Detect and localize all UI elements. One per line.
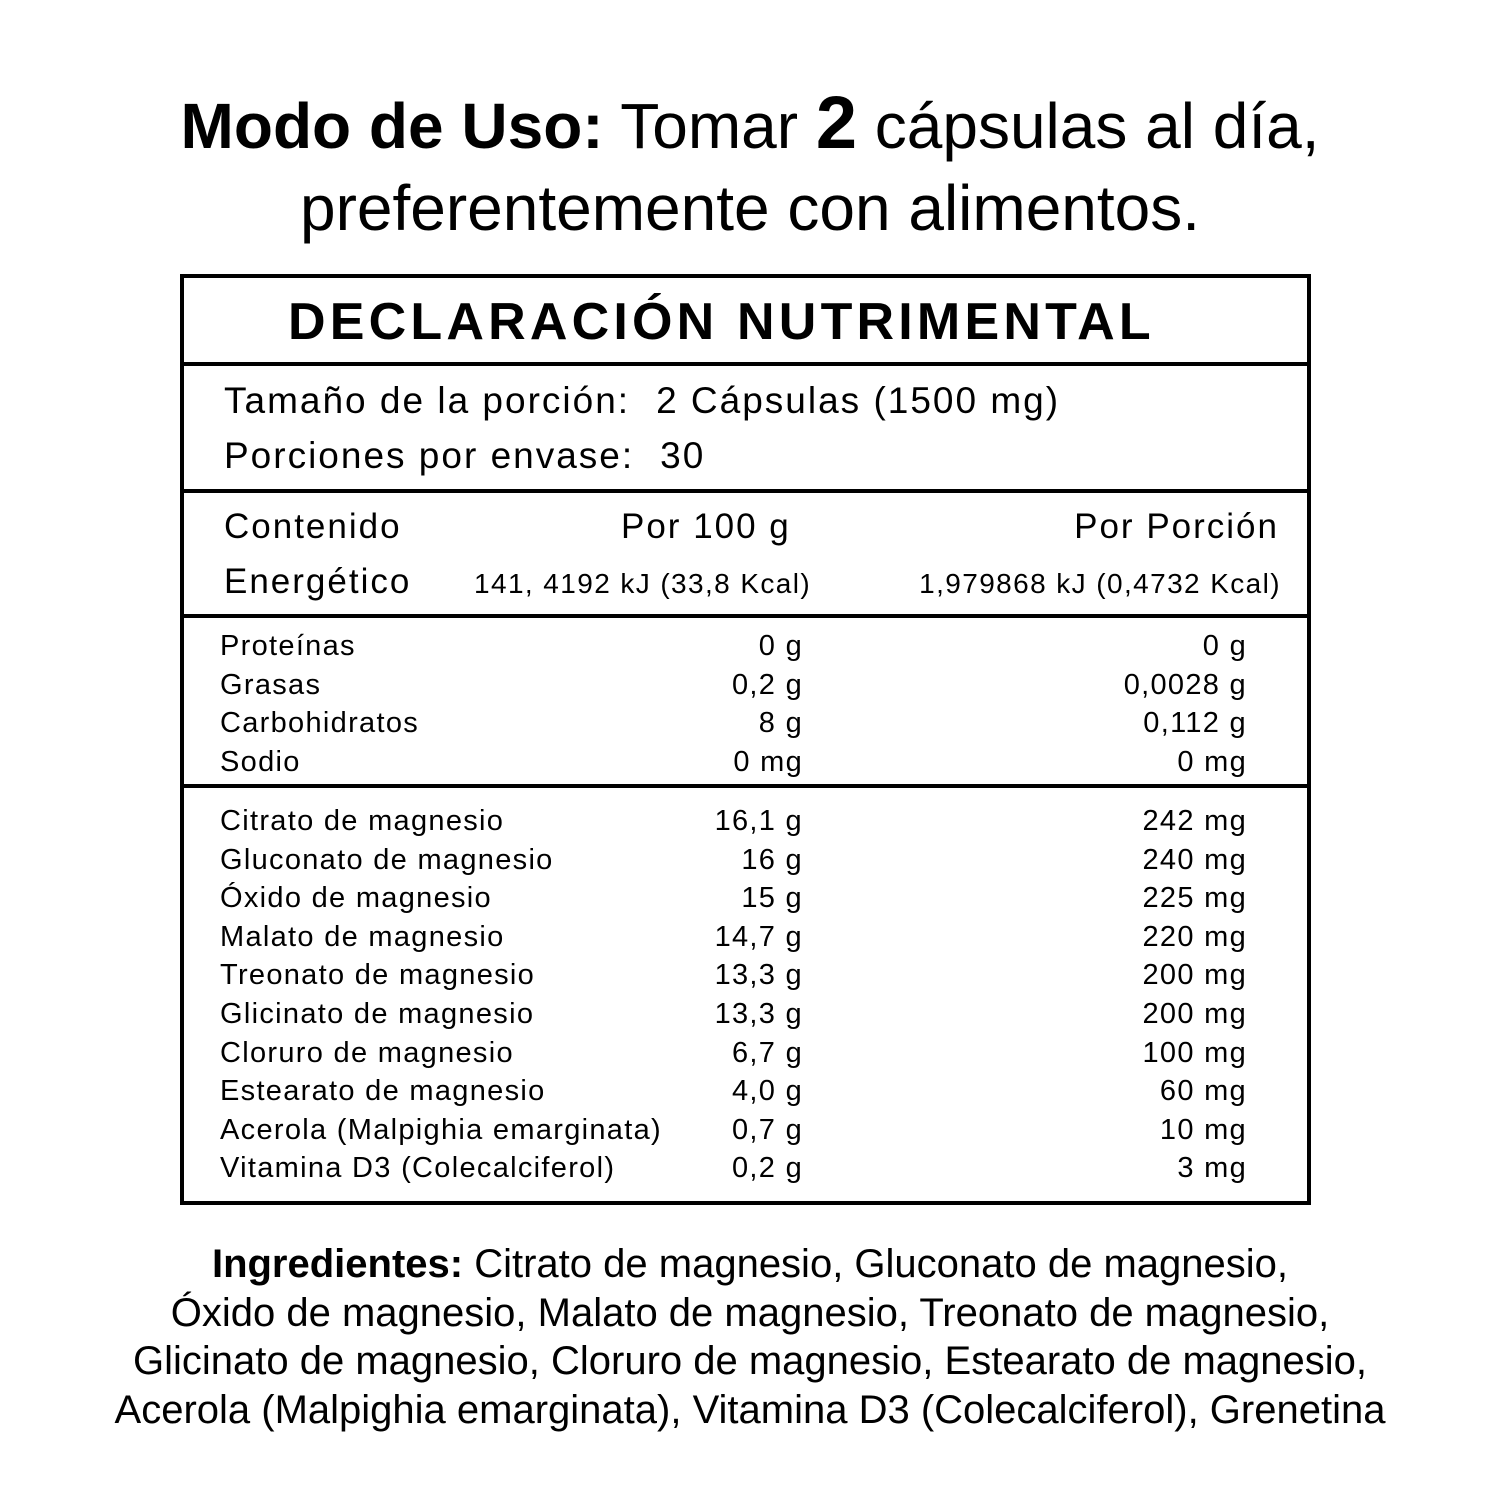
nutrient-name: Óxido de magnesio bbox=[220, 882, 492, 915]
usage-line-2: preferentemente con alimentos. bbox=[299, 172, 1201, 244]
per-100g-header: Por 100 g bbox=[621, 507, 791, 546]
table-row bbox=[184, 1034, 1307, 1073]
amount-per-100g: 0,2 g bbox=[732, 1152, 803, 1185]
amount-per-100g: 0,7 g bbox=[732, 1113, 803, 1146]
nutrient-name: Acerola (Malpighia emarginata) bbox=[220, 1113, 662, 1146]
table-row bbox=[184, 1072, 1307, 1111]
table-row bbox=[184, 995, 1307, 1034]
ingredients-paragraph bbox=[60, 1240, 1440, 1434]
amount-per-serving: 240 mg bbox=[1142, 843, 1247, 876]
amount-per-100g: 16,1 g bbox=[714, 805, 803, 837]
amount-per-serving: 242 mg bbox=[1142, 805, 1247, 837]
amount-per-serving: 3 mg bbox=[1177, 1152, 1247, 1185]
table-row bbox=[184, 704, 1307, 743]
amount-per-serving: 225 mg bbox=[1142, 882, 1247, 915]
amount-per-serving: 200 mg bbox=[1142, 959, 1247, 992]
ingredients-line-2: Óxido de magnesio, Malato de magnesio, Treonato de magnesio, bbox=[170, 1290, 1330, 1335]
nutrition-title: DECLARACIÓN NUTRIMENTAL bbox=[288, 293, 1155, 351]
table-row bbox=[184, 627, 1307, 666]
per-serving-header: Por Porción bbox=[1074, 507, 1279, 546]
energy-label-line-2: Energético bbox=[224, 562, 412, 601]
nutrient-name: Gluconato de magnesio bbox=[220, 843, 554, 876]
amount-per-serving: 220 mg bbox=[1142, 920, 1247, 953]
nutrient-name: Glicinato de magnesio bbox=[220, 997, 535, 1030]
energy-per-serving-value: 1,979868 kJ (0,4732 Kcal) bbox=[919, 568, 1281, 599]
nutrient-name: Grasas bbox=[220, 668, 322, 701]
nutrient-name: Malato de magnesio bbox=[220, 920, 505, 953]
serving-size-label: Tamaño de la porción: bbox=[224, 380, 631, 421]
amount-per-100g: 6,7 g bbox=[732, 1036, 803, 1069]
ingredients-line-1 bbox=[60, 1240, 1440, 1289]
nutrient-name: Carbohidratos bbox=[220, 707, 420, 740]
ingredients-amount-list bbox=[184, 802, 1307, 1188]
amount-per-serving: 0,112 g bbox=[1143, 707, 1247, 740]
ingredients-line-1-text: Citrato de magnesio, Gluconato de magnesio, bbox=[463, 1242, 1289, 1286]
amount-per-100g: 13,3 g bbox=[714, 997, 803, 1030]
amount-per-100g: 13,3 g bbox=[714, 959, 803, 992]
table-row bbox=[184, 666, 1307, 705]
nutrient-name: Proteínas bbox=[220, 630, 356, 662]
amount-per-serving: 100 mg bbox=[1142, 1036, 1247, 1069]
amount-per-100g: 0 mg bbox=[733, 745, 803, 778]
serving-section bbox=[184, 366, 1307, 493]
usage-number: 2 bbox=[815, 81, 857, 164]
energy-label-line-1: Contenido bbox=[224, 507, 402, 546]
amount-per-100g: 4,0 g bbox=[732, 1075, 803, 1108]
amount-per-serving: 0,0028 g bbox=[1123, 668, 1247, 701]
table-row bbox=[184, 841, 1307, 880]
serving-size-value: 2 Cápsulas (1500 mg) bbox=[656, 380, 1061, 421]
energy-per-100g-value: 141, 4192 kJ (33,8 Kcal) bbox=[474, 568, 812, 599]
table-row bbox=[184, 802, 1307, 841]
nutrient-name: Citrato de magnesio bbox=[220, 805, 505, 837]
ingredients-line-3: Glicinato de magnesio, Cloruro de magnesio, Estearato de magnesio, bbox=[132, 1339, 1368, 1383]
nutrient-name: Sodio bbox=[220, 745, 301, 778]
macronutrients-list bbox=[184, 627, 1307, 781]
amount-per-serving: 200 mg bbox=[1142, 997, 1247, 1030]
amount-per-serving: 10 mg bbox=[1159, 1113, 1247, 1146]
usage-line-1 bbox=[0, 82, 1500, 167]
table-row bbox=[184, 1111, 1307, 1150]
table-row bbox=[184, 1149, 1307, 1188]
macronutrients-section bbox=[184, 618, 1307, 788]
table-row bbox=[184, 879, 1307, 918]
ingredients-label: Ingredientes: bbox=[211, 1242, 464, 1286]
amount-per-100g: 0,2 g bbox=[732, 668, 803, 701]
nutrient-name: Vitamina D3 (Colecalciferol) bbox=[220, 1152, 616, 1185]
ingredients-line-4: Acerola (Malpighia emarginata), Vitamina D3 (Colecalciferol), Grenetina bbox=[114, 1387, 1386, 1432]
usage-text-after: cápsulas al día, bbox=[856, 90, 1320, 162]
usage-text-before: Tomar bbox=[603, 90, 816, 162]
amount-per-100g: 16 g bbox=[741, 843, 803, 876]
usage-instructions bbox=[0, 82, 1500, 249]
table-row bbox=[184, 743, 1307, 782]
servings-value: 30 bbox=[660, 435, 706, 476]
amount-per-serving: 60 mg bbox=[1159, 1075, 1247, 1108]
amount-per-100g: 14,7 g bbox=[714, 920, 803, 953]
serving-size-row bbox=[224, 378, 1060, 424]
nutrient-name: Estearato de magnesio bbox=[220, 1075, 546, 1108]
amount-per-100g: 15 g bbox=[741, 882, 803, 915]
table-row bbox=[184, 956, 1307, 995]
amount-per-serving: 0 g bbox=[1202, 630, 1247, 662]
amount-per-100g: 8 g bbox=[758, 707, 803, 740]
servings-per-container-row bbox=[224, 433, 705, 479]
table-row bbox=[184, 918, 1307, 957]
usage-label: Modo de Uso: bbox=[180, 90, 604, 162]
nutrient-name: Cloruro de magnesio bbox=[220, 1036, 514, 1069]
nutrient-name: Treonato de magnesio bbox=[220, 959, 536, 992]
ingredients-amount-section bbox=[184, 788, 1307, 1201]
nutrition-title-section bbox=[184, 278, 1307, 366]
energy-section bbox=[184, 493, 1307, 618]
nutrition-panel bbox=[180, 274, 1311, 1205]
servings-label: Porciones por envase: bbox=[224, 435, 635, 476]
amount-per-serving: 0 mg bbox=[1177, 745, 1247, 778]
amount-per-100g: 0 g bbox=[758, 630, 803, 662]
